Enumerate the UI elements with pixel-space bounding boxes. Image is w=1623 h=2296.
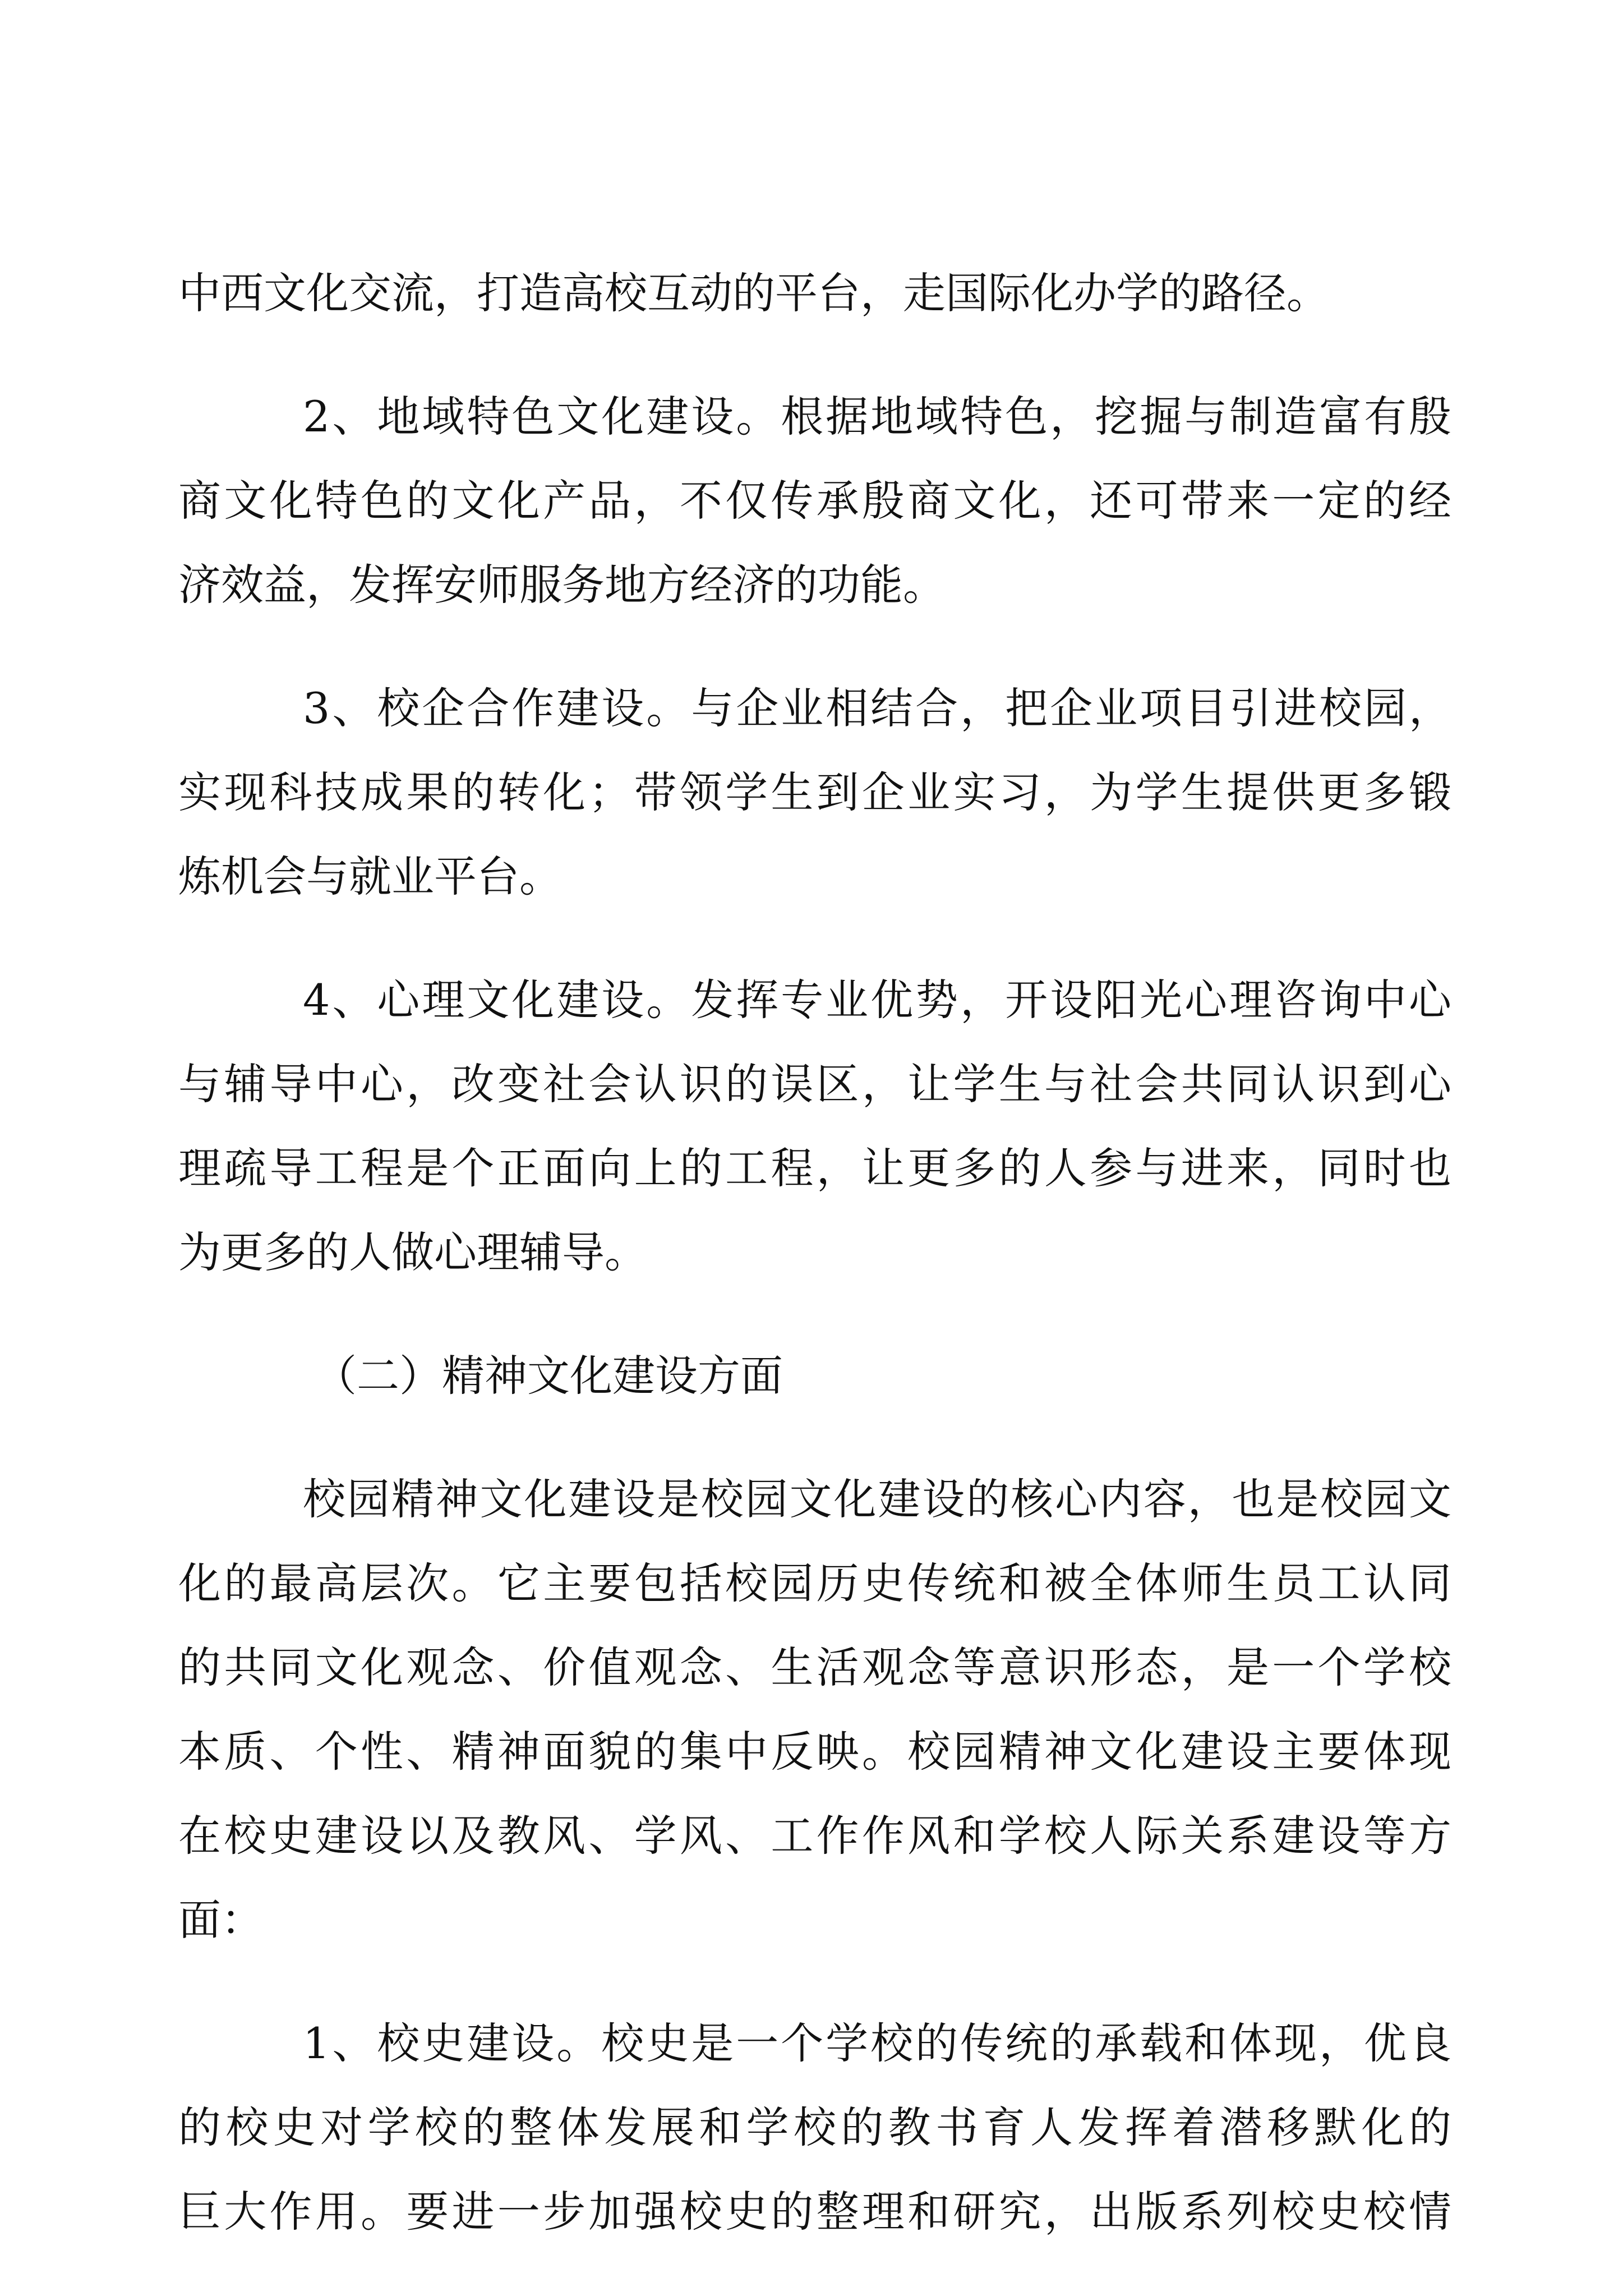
text-line-8: 4、心理文化建设。发挥专业优势，开设阳光心理咨询中心 <box>303 975 1451 1025</box>
text-line-7: 炼机会与就业平台。 <box>178 852 562 901</box>
text-line-21: 巨大作用。要进一步加强校史的整理和研究，出版系列校史校情 <box>178 2187 1451 2237</box>
text-line-9: 与辅导中心，改变社会认识的误区，让学生与社会共同认识到心 <box>178 1059 1451 1109</box>
text-line-5: 3、校企合作建设。与企业相结合，把企业项目引进校园， <box>303 683 1451 733</box>
text-line-2: 2、地域特色文化建设。根据地域特色，挖掘与制造富有殷 <box>303 392 1451 441</box>
text-line-4: 济效益，发挥安师服务地方经济的功能。 <box>178 560 946 610</box>
text-line-20: 的校史对学校的整体发展和学校的教书育人发挥着潜移默化的 <box>178 2102 1451 2152</box>
text-line-3: 商文化特色的文化产品，不仅传承殷商文化，还可带来一定的经 <box>178 476 1451 526</box>
text-line-10: 理疏导工程是个正面向上的工程，让更多的人参与进来，同时也 <box>178 1143 1451 1193</box>
text-line-1: 中西文化交流，打造高校互动的平台，走国际化办学的路径。 <box>178 268 1329 318</box>
text-line-18: 面： <box>178 1895 264 1945</box>
text-line-19: 1、校史建设。校史是一个学校的传统的承载和体现，优良 <box>303 2018 1451 2068</box>
text-line-16: 本质、个性、精神面貌的集中反映。校园精神文化建设主要体现 <box>178 1727 1451 1777</box>
text-line-17: 在校史建设以及教风、学风、工作作风和学校人际关系建设等方 <box>178 1811 1451 1861</box>
text-line-13: 校园精神文化建设是校园文化建设的核心内容，也是校园文 <box>303 1474 1451 1524</box>
text-line-15: 的共同文化观念、价值观念、生活观念等意识形态，是一个学校 <box>178 1642 1451 1692</box>
section-heading: （二）精神文化建设方面 <box>314 1351 783 1401</box>
text-line-11: 为更多的人做心理辅导。 <box>178 1227 647 1277</box>
text-line-14: 化的最高层次。它主要包括校园历史传统和被全体师生员工认同 <box>178 1558 1451 1608</box>
text-line-6: 实现科技成果的转化；带领学生到企业实习，为学生提供更多锻 <box>178 767 1451 817</box>
